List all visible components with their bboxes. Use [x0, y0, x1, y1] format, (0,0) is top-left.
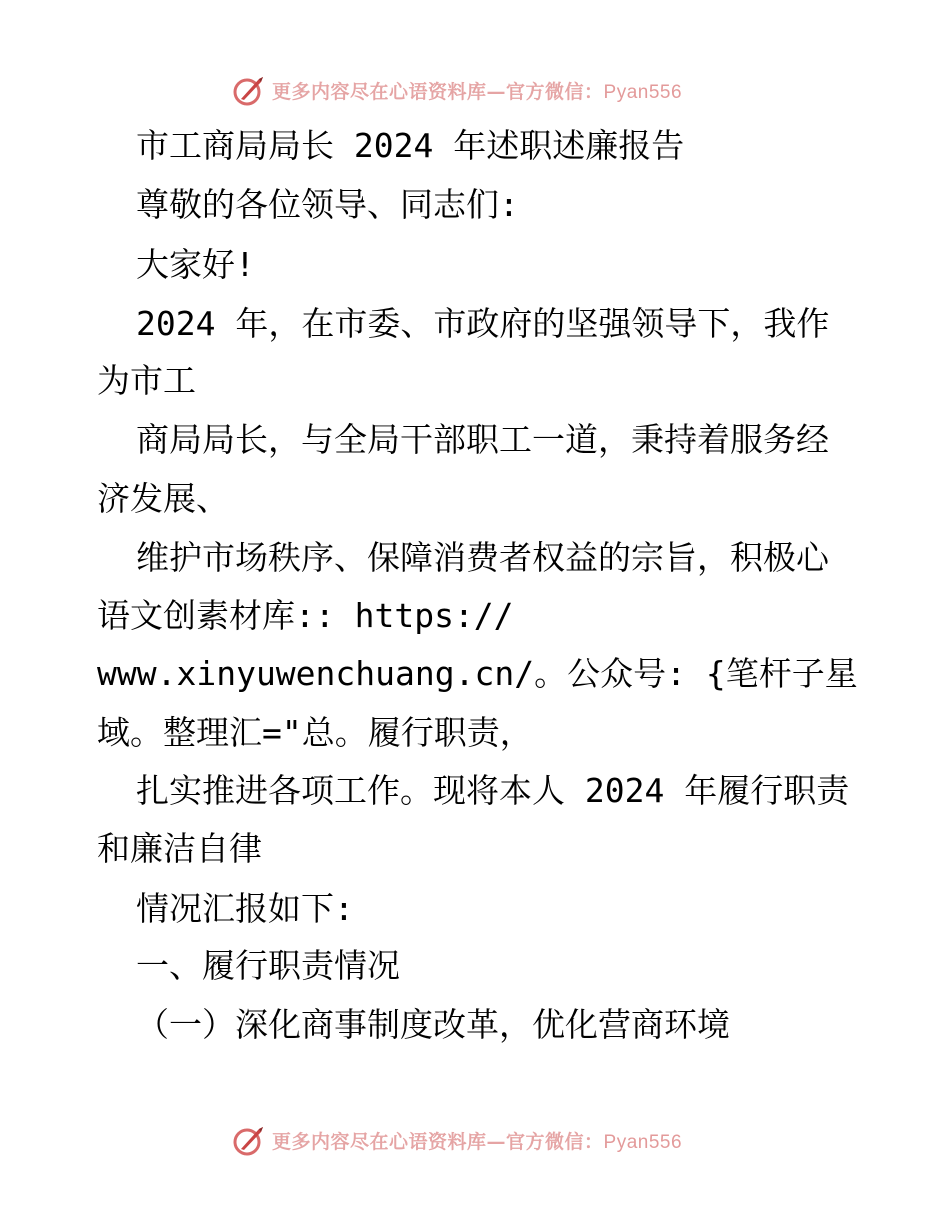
paragraph-line: 域。整理汇="总。履行职责，: [97, 713, 533, 752]
watermark-text: 更多内容尽在心语资料库—官方微信：Pyan556: [272, 1130, 683, 1153]
salutation: 尊敬的各位领导、同志们:: [136, 185, 519, 224]
watermark-wechat-id: Pyan556: [603, 81, 683, 103]
paragraph-line: 为市工: [97, 361, 196, 400]
report-title: 市工商局局长 2024 年述职述廉报告: [136, 126, 685, 165]
paragraph-line: www.xinyuwenchuang.cn/。公众号: {笔杆子星: [97, 654, 858, 693]
quill-logo-icon: [232, 1123, 266, 1157]
section-heading: 一、履行职责情况: [136, 946, 400, 985]
subsection-heading: （一）深化商事制度改革，优化营商环境: [136, 1005, 730, 1044]
paragraph-line: 济发展、: [97, 479, 229, 518]
footer-watermark: [232, 1120, 682, 1160]
watermark-wechat-id: Pyan556: [603, 1131, 683, 1153]
paragraph-line: 情况汇报如下:: [136, 889, 354, 928]
watermark-text: 更多内容尽在心语资料库—官方微信：Pyan556: [272, 80, 683, 103]
paragraph-line: 维护市场秩序、保障消费者权益的宗旨，积极心: [136, 538, 829, 577]
paragraph-line: 商局局长，与全局干部职工一道，秉持着服务经: [136, 420, 829, 459]
paragraph-line: 2024 年，在市委、市政府的坚强领导下，我作: [136, 304, 830, 343]
header-watermark: [232, 70, 682, 110]
greeting: 大家好!: [136, 245, 255, 284]
quill-logo-icon: [232, 73, 266, 107]
paragraph-line: 和廉洁自律: [97, 829, 262, 868]
paragraph-line: 语文创素材库:: https://: [97, 596, 514, 635]
paragraph-line: 扎实推进各项工作。现将本人 2024 年履行职责: [136, 771, 850, 810]
